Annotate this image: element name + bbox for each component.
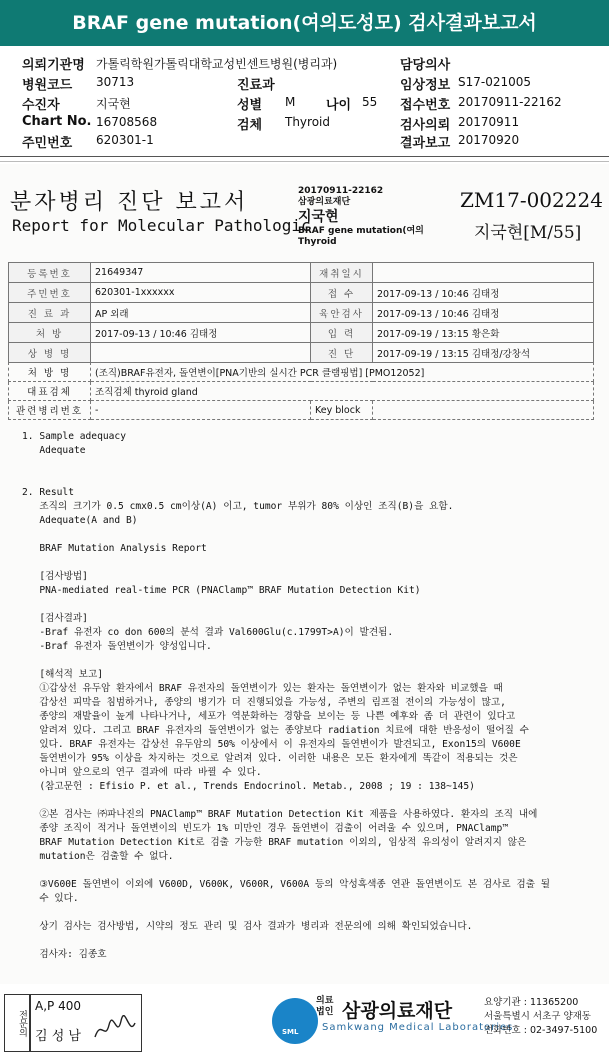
dept-code: A,P 400 [35, 999, 81, 1013]
body-line: 알려져 있다. 그리고 BRAF 유전자의 돌연변이가 없는 종양보다 radiation 치료에 대한 반응성이 떨어질 수 [22, 725, 529, 736]
body-line [22, 528, 588, 542]
table-cell: 2017-09-13 / 10:46 김태정 [91, 323, 311, 343]
table-cell: 2017-09-19 / 13:15 김태정/강창석 [373, 343, 594, 363]
table-label: 대표검체 [9, 382, 91, 401]
logo-icon [272, 998, 318, 1044]
chart-value: 16708568 [96, 115, 158, 129]
hospital-value: 가톨릭학원가톨릭대학교성빈센트병원(병리과) [96, 57, 338, 71]
body-line: mutation은 검출할 수 없다. [22, 851, 174, 862]
body-line [22, 472, 588, 486]
table-row [9, 303, 594, 323]
table-row [9, 283, 594, 303]
chart-label: Chart No. [22, 114, 92, 129]
table-cell: - [91, 401, 311, 420]
age-value: 55 [362, 95, 378, 109]
table-row [9, 343, 594, 363]
body-line: 1. Sample adequacy [22, 431, 126, 442]
table-label: 접 수 [311, 283, 373, 303]
body-line [22, 864, 588, 878]
body-line: [검사결과] [22, 613, 88, 624]
sex-label: 성별 [237, 98, 263, 113]
sticker-line: Thyroid [298, 237, 337, 247]
table-label: 주민번호 [9, 283, 91, 303]
table-label: 진 료 과 [9, 303, 91, 323]
body-line: [검사방법] [22, 571, 88, 582]
table-cell [373, 263, 594, 283]
body-line: [해석적 보고] [22, 669, 103, 680]
age-label: 나이 [326, 98, 352, 113]
table-label: 처 방 [9, 323, 91, 343]
body-line [22, 906, 588, 920]
body-line: (참고문헌 : Efisio P. et al., Trends Endocrinol. Metab., 2008 ; 19 : 138~145) [22, 781, 475, 792]
id-label: 주민번호 [22, 136, 73, 151]
table-label: 등록번호 [9, 263, 91, 283]
sticker-line: 지국현 [298, 209, 339, 225]
logo-text: SML [282, 1028, 299, 1036]
table-label: 입 력 [311, 323, 373, 343]
sample-no-value: S17-021005 [458, 75, 532, 89]
report-body [22, 430, 588, 962]
body-line: Adequate(A and B) [22, 515, 138, 526]
recipient-value: 지국현 [96, 97, 131, 111]
report-date-value: 20170920 [458, 133, 520, 147]
body-line [22, 598, 588, 612]
contact-line: 서울특별시 서초구 양재동 [484, 1011, 591, 1022]
body-line: -Braf 유전자 돌연변이가 양성입니다. [22, 641, 212, 652]
keyblock-label: Key block [311, 401, 373, 420]
table-row [9, 382, 594, 401]
org-prefix: 의료법인 [316, 996, 334, 1017]
dept-label: 진료과 [237, 78, 275, 93]
recipient-label: 수진자 [22, 98, 60, 113]
table-row [9, 401, 594, 420]
test-value: Thyroid [285, 115, 330, 129]
sex-value: M [285, 95, 296, 109]
hospital-label: 의뢰기관명 [22, 58, 85, 73]
table-label: 진 단 [311, 343, 373, 363]
body-line: BRAF Mutation Analysis Report [22, 543, 207, 554]
table-label: 육안검사 [311, 303, 373, 323]
sample-no-label: 임상정보 [400, 78, 451, 93]
sticker-line: 20170911-22162 [298, 186, 384, 196]
pathologist-name: 김 성 남 [35, 1029, 81, 1044]
order-table [8, 362, 594, 420]
sticker-line: BRAF gene mutation(여의 [298, 226, 424, 236]
body-line [22, 934, 588, 948]
table-row [9, 323, 594, 343]
specimen-sticker [298, 186, 424, 248]
body-line: 갑상선 피막을 침범하거나, 종양의 병기가 더 진행되었을 가능성, 주변의 림프절 전이의 가능성이 많고, [22, 697, 506, 708]
body-line: 상기 검사는 검사방법, 시약의 정도 관리 및 검사 결과가 병리과 전문의에 의해 확인되었습니다. [22, 921, 473, 932]
body-line: ②본 검사는 ㈜파나진의 PNAClamp™ BRAF Mutation Detection Kit 제품을 사용하였다. 환자의 조직 내에 [22, 809, 538, 820]
body-line: BRAF Mutation Detection Kit로 검출 가능한 BRAF mutation 이외의, 임상적 유의성이 알려지지 않은 [22, 837, 527, 848]
request-label: 검사의뢰 [400, 118, 451, 133]
registration-table [8, 262, 594, 363]
body-line: 돌연변이가 95% 이상을 차지하는 것으로 알려져 있다. 이러한 내용은 모든 환자에게 똑같이 적용되는 것은 [22, 753, 518, 764]
info-panel [0, 48, 609, 152]
body-line: 종양 조직이 적거나 돌연변이의 빈도가 1% 미만인 경우 돌연변이 검출이 어려울 수 있으며, PNAClamp™ [22, 823, 509, 834]
body-line: ③V600E 돌연변이 이외에 V600D, V600K, V600R, V600A 등의 악성흑색종 연관 돌연변이도 본 검사로 검출 될 [22, 879, 551, 890]
report-date-label: 결과보고 [400, 136, 451, 151]
body-line: 종양의 재발율이 높게 나타나거나, 세포가 역분화하는 경향을 보이는 등 나쁜 예후와 좀 더 관련이 있다고 [22, 711, 516, 722]
stamp-label: 전문의 [4, 994, 30, 1052]
body-line: 2. Result [22, 487, 74, 498]
table-cell: 2017-09-13 / 10:46 김태정 [373, 283, 594, 303]
body-line [22, 654, 588, 668]
report-title-ko: 분자병리 진단 보고서 [10, 190, 249, 215]
body-line: -Braf 유전자 co don 600의 분석 결과 Val600Glu(c.1799T>A)이 발견됨. [22, 627, 394, 638]
report-footer [0, 990, 609, 1060]
signature-box [30, 994, 142, 1052]
table-cell: 620301-1xxxxxx [91, 283, 311, 303]
org-name: 삼광의료재단 [342, 1000, 453, 1022]
body-line: 있다. BRAF 유전자는 갑상선 유두암의 50% 이상에서 이 유전자의 돌연변이가 발견되고, Exon15의 V600E [22, 739, 521, 750]
org-contact [484, 996, 597, 1038]
section-divider [0, 156, 609, 162]
contact-line: 요양기관 : 11365200 [484, 997, 579, 1008]
table-label: 처 방 명 [9, 363, 91, 382]
body-line: 조직의 크기가 0.5 cmx0.5 cm이상(A) 이고, tumor 부위가 80% 이상인 조직(B)을 요함. [22, 501, 454, 512]
body-line: 검사자: 김종호 [22, 949, 107, 960]
body-line [22, 794, 588, 808]
table-label: 상 병 명 [9, 343, 91, 363]
report-number: ZM17-002224 [460, 188, 603, 212]
report-header-title: BRAF gene mutation(여의도성모) 검사결과보고서 [0, 0, 609, 46]
table-cell: AP 외래 [91, 303, 311, 323]
table-label: 관련병리번호 [9, 401, 91, 420]
test-label: 검체 [237, 118, 263, 133]
signature-icon [93, 1015, 137, 1045]
code-value: 30713 [96, 75, 135, 89]
org-english: Samkwang Medical Laboratories [322, 1022, 514, 1033]
table-row [9, 263, 594, 283]
body-line: ①갑상선 유두암 환자에서 BRAF 유전자의 돌연변이가 있는 환자는 돌연변이가 없는 환자와 비교했을 때 [22, 683, 503, 694]
code-label: 병원코드 [22, 78, 73, 93]
contact-line: 전화번호 : 02-3497-5100 [484, 1025, 598, 1036]
table-cell [373, 401, 594, 420]
table-cell: 21649347 [91, 263, 311, 283]
body-line [22, 556, 588, 570]
receipt-value: 20170911-22162 [458, 95, 562, 109]
id-value: 620301-1 [96, 133, 154, 147]
doctor-label: 담당의사 [400, 58, 451, 73]
receipt-label: 접수번호 [400, 98, 451, 113]
table-cell [91, 343, 311, 363]
body-line: 아니며 앞으로의 연구 결과에 따라 바뀔 수 있다. [22, 767, 262, 778]
table-cell: (조직)BRAF유전자, 돌연변이[PNA기반의 실시간 PCR 클램핑법] [PMO12052] [91, 363, 594, 382]
sticker-line: 삼광의료재단 [298, 197, 351, 207]
table-cell: 2017-09-13 / 10:46 김태정 [373, 303, 594, 323]
table-cell: 조직검체 thyroid gland [91, 382, 594, 401]
body-line: 수 있다. [22, 893, 79, 904]
body-line: PNA-mediated real-time PCR (PNAClamp™ BRAF Mutation Detection Kit) [22, 585, 421, 596]
body-line: Adequate [22, 445, 86, 456]
report-title-en: Report for Molecular Pathologic [12, 216, 311, 235]
table-cell: 2017-09-19 / 13:15 황은화 [373, 323, 594, 343]
request-value: 20170911 [458, 115, 520, 129]
table-label: 재취일시 [311, 263, 373, 283]
patient-name: 지국현[M/55] [474, 223, 582, 243]
body-line [22, 458, 588, 472]
table-row [9, 363, 594, 382]
